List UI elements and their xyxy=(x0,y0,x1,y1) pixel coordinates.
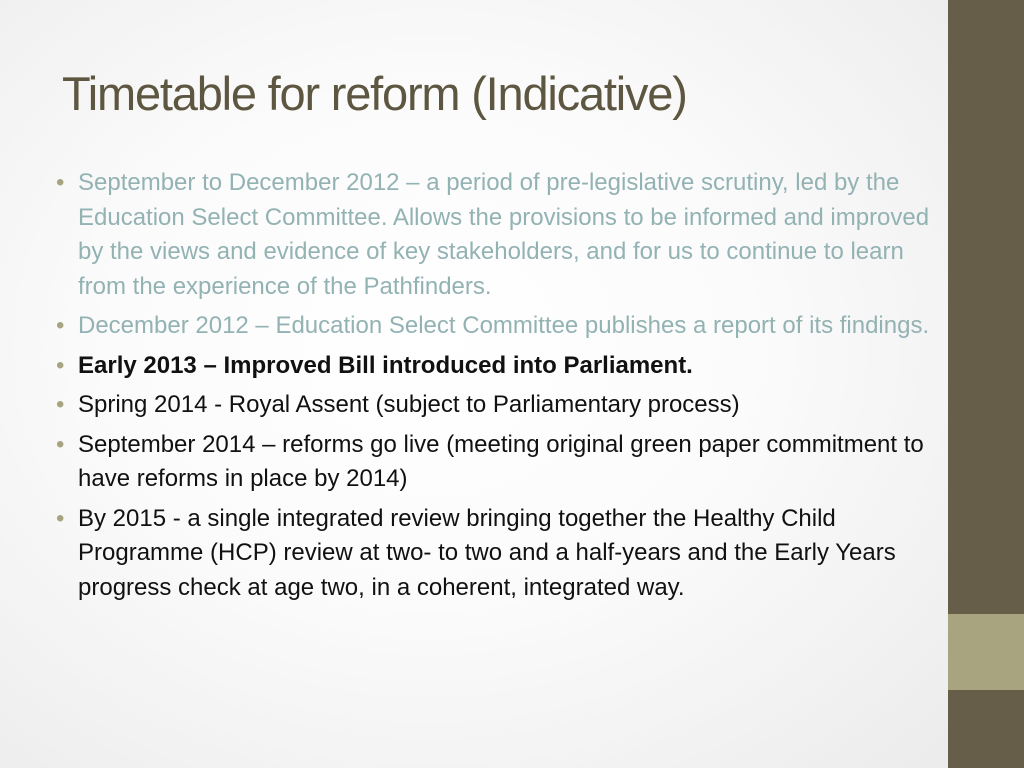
bullet-item-prelegislative-scrutiny xyxy=(56,166,934,304)
slide-title: Timetable for reform (Indicative) xyxy=(62,67,687,120)
bullet-text: December 2012 – Education Select Committee publishes a report of its findings. xyxy=(78,312,930,339)
bullet-text: September to December 2012 – a period of pre-legislative scrutiny, led by the Education Select Committee. Allows the provisions to be informed and improved by the views and evidence of key stakeholders, and for us to continue to learn from the experience of the Pathfinders. xyxy=(78,169,930,300)
sidebar-accent-band xyxy=(948,614,1024,690)
bullet-item-royal-assent xyxy=(56,388,934,423)
bullet-icon: • xyxy=(56,430,65,458)
bullet-icon: • xyxy=(56,169,65,196)
bullet-item-committee-report xyxy=(56,309,934,344)
bullet-item-reforms-live xyxy=(56,428,934,497)
bullet-icon: • xyxy=(56,391,65,418)
bullet-text: September 2014 – reforms go live (meeting original green paper commitment to have reforms in place by 2014) xyxy=(78,430,924,492)
bullet-item-integrated-review xyxy=(56,502,934,606)
bullet-text: By 2015 - a single integrated review bringing together the Healthy Child Programme (HCP) review at two- to two and a half-years and the Early Years progress check at age two, in a coherent, integrated way. xyxy=(78,504,896,601)
bullet-icon: • xyxy=(56,351,65,379)
bullet-text: Early 2013 – Improved Bill introduced into Parliament. xyxy=(78,351,693,379)
bullet-text: Spring 2014 - Royal Assent (subject to Parliamentary process) xyxy=(78,391,740,418)
bullet-item-bill-introduced xyxy=(56,349,934,384)
bullet-list xyxy=(56,166,934,610)
bullet-icon: • xyxy=(56,312,65,339)
bullet-icon: • xyxy=(56,504,65,532)
